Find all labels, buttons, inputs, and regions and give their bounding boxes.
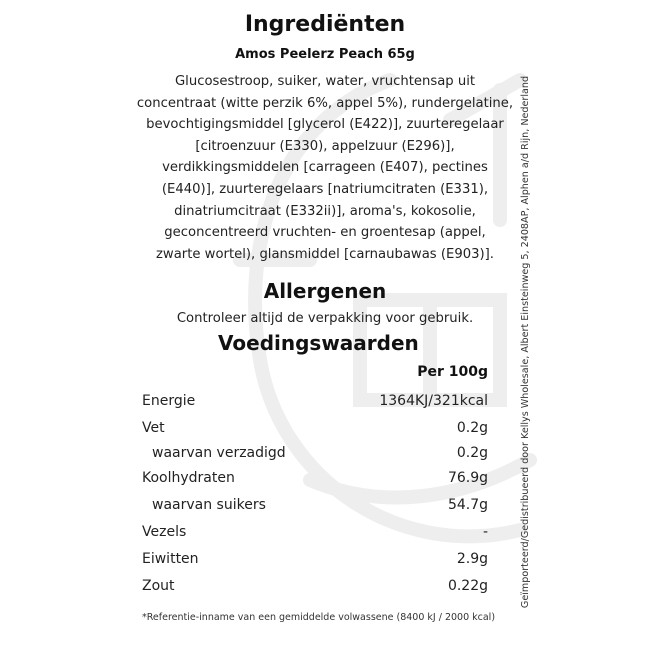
nutrition-label: Koolhydraten <box>142 470 235 486</box>
ingredients-line: bevochtigingsmiddel [glycerol (E422)], zuurteregelaar <box>146 117 504 133</box>
ingredients-line: [citroenzuur (E330), appelzuur (E296)], <box>195 138 455 154</box>
reference-footnote: *Referentie-inname van een gemiddelde volwassene (8400 kJ / 2000 kcal) <box>142 612 496 623</box>
ingredients-line: geconcentreerd vruchten- en groentesap (appel, <box>164 225 486 241</box>
nutrition-label: Vet <box>142 420 165 436</box>
nutrition-label: waarvan verzadigd <box>152 445 286 461</box>
nutrition-value: - <box>482 524 488 540</box>
ingredients-line: dinatriumcitraat (E332ii)], aroma's, kokosolie, <box>174 203 476 219</box>
nutrition-label: Eiwitten <box>142 551 199 567</box>
nutrition-value: 1364KJ/321kcal <box>379 393 488 409</box>
nutrition-label: Vezels <box>142 524 187 540</box>
ingredients-line: zwarte wortel), glansmiddel [carnaubawas (E903)]. <box>156 246 494 262</box>
nutrition-value: 54.7g <box>447 497 488 513</box>
importer-note: Geïmporteerd/Gedistribueerd door Kellys Wholesale, Albert Einsteinweg 5, 2408AP, Alphen a/d Rijn, Nederland <box>520 75 531 609</box>
ingredients-line: concentraat (witte perzik 6%, appel 5%), rundergelatine, <box>136 95 514 111</box>
nutrition-value: 2.9g <box>456 551 488 567</box>
ingredients-line: (E440)], zuurteregelaars [natriumcitraten (E331), <box>161 181 489 197</box>
nutrition-value: 0.2g <box>456 445 488 461</box>
nutrition-title: Voedingswaarden <box>218 331 419 355</box>
nutrition-label: waarvan suikers <box>152 497 266 513</box>
ingredients-line: Glucosestroop, suiker, water, vruchtensap uit <box>174 74 476 89</box>
nutrition-label: Energie <box>142 393 196 409</box>
nutrition-column-header: Per 100g <box>417 364 488 380</box>
allergens-title: Allergenen <box>263 279 387 303</box>
ingredients-text <box>135 71 515 265</box>
nutrition-value: 0.22g <box>447 578 488 594</box>
product-name: Amos Peelerz Peach 65g <box>235 47 415 62</box>
nutrition-value: 76.9g <box>447 470 488 486</box>
ingredients-line: verdikkingsmiddelen [carrageen (E407), pectines <box>162 160 488 176</box>
allergens-text: Controleer altijd de verpakking voor gebruik. <box>176 311 474 326</box>
nutrition-label: Zout <box>142 578 175 594</box>
ingredients-title: Ingrediënten <box>244 12 406 37</box>
nutrition-value: 0.2g <box>456 420 488 436</box>
